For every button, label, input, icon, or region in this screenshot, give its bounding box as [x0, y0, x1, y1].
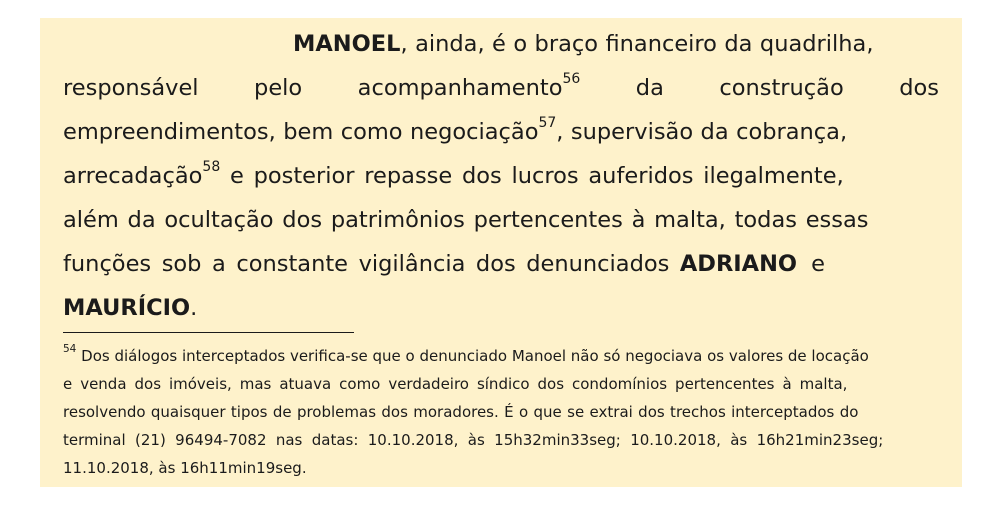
line-5-text: além da ocultação dos patrimônios pertencentes à malta, todas essas	[63, 207, 869, 233]
footnote-line-1	[63, 342, 939, 370]
line-6-text: funções sob a constante vigilância dos denunciados	[63, 251, 680, 277]
footnote-line-2	[63, 370, 939, 398]
paragraph-line-5	[63, 198, 939, 242]
word: dos	[899, 75, 939, 101]
main-paragraph	[63, 22, 939, 330]
line-4-text-b: e posterior repasse dos lucros auferidos ilegalmente,	[220, 163, 844, 189]
name-mauricio: MAURÍCIO	[63, 295, 191, 321]
footnote-ref-58: 58	[202, 158, 221, 175]
footnote-text	[63, 342, 869, 370]
footnote-line-text: terminal (21) 96494-7082 nas datas: 10.10.2018, às 15h32min33seg; 10.10.2018, às 16h21min23seg;	[63, 431, 884, 449]
paragraph-line-7	[63, 286, 939, 330]
footnote-54	[63, 342, 939, 482]
line-7-period: .	[190, 295, 198, 321]
footnote-number: 54	[63, 343, 77, 355]
footnote-line-text: resolvendo quaisquer tipos de problemas dos moradores. É o que se extrai dos trechos interceptados do	[63, 403, 859, 421]
name-adriano: ADRIANO	[679, 251, 798, 277]
paragraph-line-6	[63, 242, 939, 286]
word: acompanhamento	[357, 75, 563, 101]
footnote-ref-57: 57	[538, 114, 557, 131]
footnote-line-5	[63, 454, 939, 482]
footnote-line-text: Dos diálogos interceptados verifica-se que o denunciado Manoel não só negociava os valores de locação	[81, 347, 869, 365]
document-page	[40, 18, 962, 487]
paragraph-line-2	[63, 66, 939, 110]
paragraph-line-1	[63, 22, 939, 66]
footnote-line-text: 11.10.2018, às 16h11min19seg.	[63, 459, 307, 477]
word: construção	[719, 75, 844, 101]
line-1-text: , ainda, é o braço financeiro da quadrilha,	[400, 31, 874, 57]
paragraph-line-3	[63, 110, 939, 154]
word: pelo	[254, 75, 303, 101]
word: responsável	[63, 75, 199, 101]
line-3-text-a: empreendimentos, bem como negociação	[63, 119, 539, 145]
line-3-text-b: , supervisão da cobrança,	[556, 119, 848, 145]
line-4-text-a: arrecadação	[63, 163, 203, 189]
footnote-line-3	[63, 398, 939, 426]
footnote-separator	[63, 332, 354, 333]
paragraph-line-4	[63, 154, 939, 198]
line-6-conjunction: e	[811, 251, 825, 277]
footnote-line-4	[63, 426, 939, 454]
name-manoel: MANOEL	[293, 31, 401, 57]
word-with-footnote	[358, 66, 581, 110]
word: da	[635, 75, 664, 101]
footnote-ref-56: 56	[562, 70, 581, 87]
footnote-line-text: e venda dos imóveis, mas atuava como verdadeiro síndico dos condomínios pertencentes à malta,	[63, 375, 848, 393]
